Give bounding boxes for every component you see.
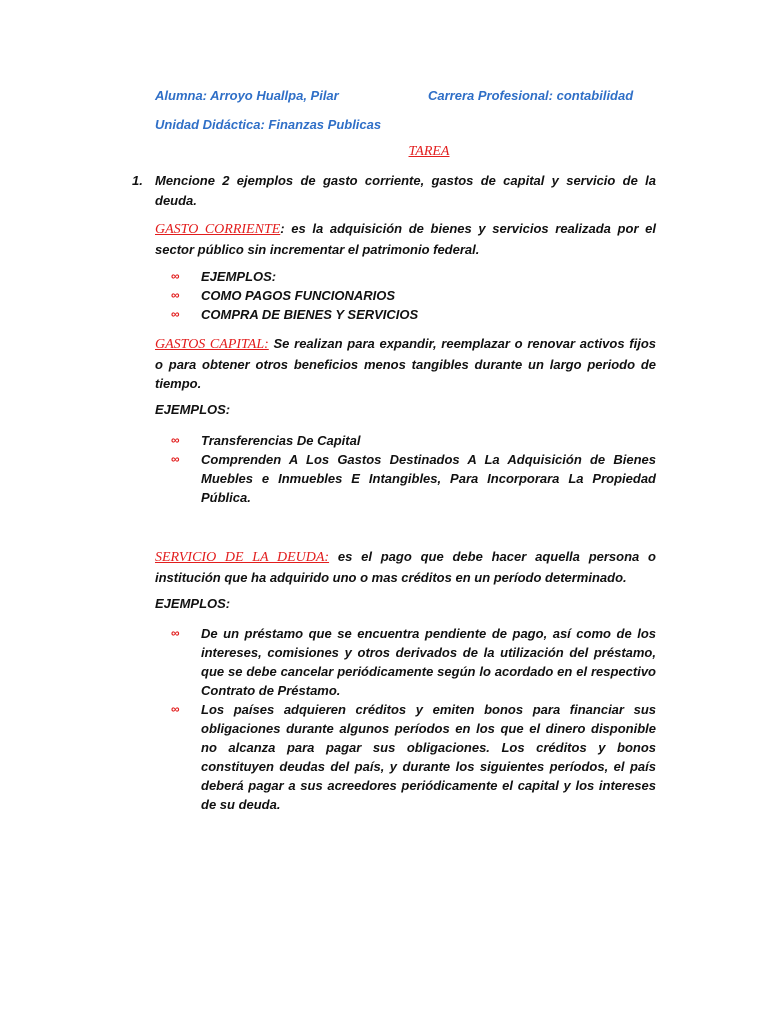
gasto-corriente-heading: GASTO CORRIENTE (155, 222, 281, 237)
infinity-bullet-icon: ∞ (171, 626, 180, 640)
infinity-bullet-icon: ∞ (171, 307, 180, 321)
servicio-deuda-definition: es el pago que debe hacer aquella persona o institución que ha adquirido uno o mas créditos en un período determinado. (155, 549, 656, 585)
list-item: ∞ COMO PAGOS FUNCIONARIOS (171, 288, 396, 303)
gastos-capital-paragraph (155, 334, 656, 394)
gasto-corriente-definition: : es la adquisición de bienes y servicios realizada por el sector público sin incrementar el patrimonio federal. (155, 221, 656, 257)
list-item: ∞ COMPRA DE BIENES Y SERVICIOS (171, 307, 419, 322)
career-name: Carrera Profesional: contabilidad (428, 88, 634, 103)
student-name: Alumna: Arroyo Huallpa, Pilar (155, 88, 339, 103)
gasto-corriente-list (155, 267, 656, 324)
list-item: ∞ Transferencias De Capital (171, 433, 361, 448)
gastos-capital-list (155, 431, 656, 507)
servicio-deuda-heading: SERVICIO DE LA DEUDA: (155, 550, 330, 565)
page-title: TAREA (408, 144, 450, 159)
gastos-capital-definition: Se realizan para expandir, reemplazar o renovar activos fijos o para obtener otros beneficios menos tangibles durante un largo periodo de tiempo. (155, 336, 657, 391)
infinity-bullet-icon: ∞ (171, 433, 180, 447)
gastos-capital-examples-label: EJEMPLOS: (155, 402, 231, 417)
question (132, 171, 656, 210)
course-unit: Unidad Didáctica: Finanzas Publicas (155, 117, 382, 132)
list-item: ∞ EJEMPLOS: (171, 269, 277, 284)
question-text: Mencione 2 ejemplos de gasto corriente, gastos de capital y servicio de la deuda. (155, 173, 656, 208)
question-number: 1. (132, 173, 143, 188)
servicio-deuda-list (155, 624, 656, 814)
gasto-corriente-paragraph (155, 219, 656, 259)
servicio-deuda-paragraph (155, 547, 656, 587)
list-item: ∞ Los países adquieren créditos y emiten bonos para financiar sus obligaciones durante algunos períodos en los que el dinero disponible no alcanza para pagar sus obligaciones. Los créditos y bonos constituyen deudas del país, y durante los siguientes períodos, el país deberá pagar a sus acreedores periódicamente el capital y los intereses de su deuda. (171, 702, 656, 812)
list-item: ∞ De un préstamo que se encuentra pendiente de pago, así como de los intereses, comisiones y otros derivados de la utilización del préstamo, que se debe cancelar periódicamente según lo acordado en el respectivo Contrato de Préstamo. (171, 626, 656, 698)
infinity-bullet-icon: ∞ (171, 452, 180, 466)
infinity-bullet-icon: ∞ (171, 288, 180, 302)
gastos-capital-heading: GASTOS CAPITAL: (155, 337, 269, 352)
servicio-deuda-examples-label: EJEMPLOS: (155, 596, 231, 611)
list-item: ∞ Comprenden A Los Gastos Destinados A La Adquisición de Bienes Muebles e Inmuebles E Intangibles, Para Incorporara La Propiedad Pública. (171, 452, 656, 505)
infinity-bullet-icon: ∞ (171, 269, 180, 283)
infinity-bullet-icon: ∞ (171, 702, 180, 716)
